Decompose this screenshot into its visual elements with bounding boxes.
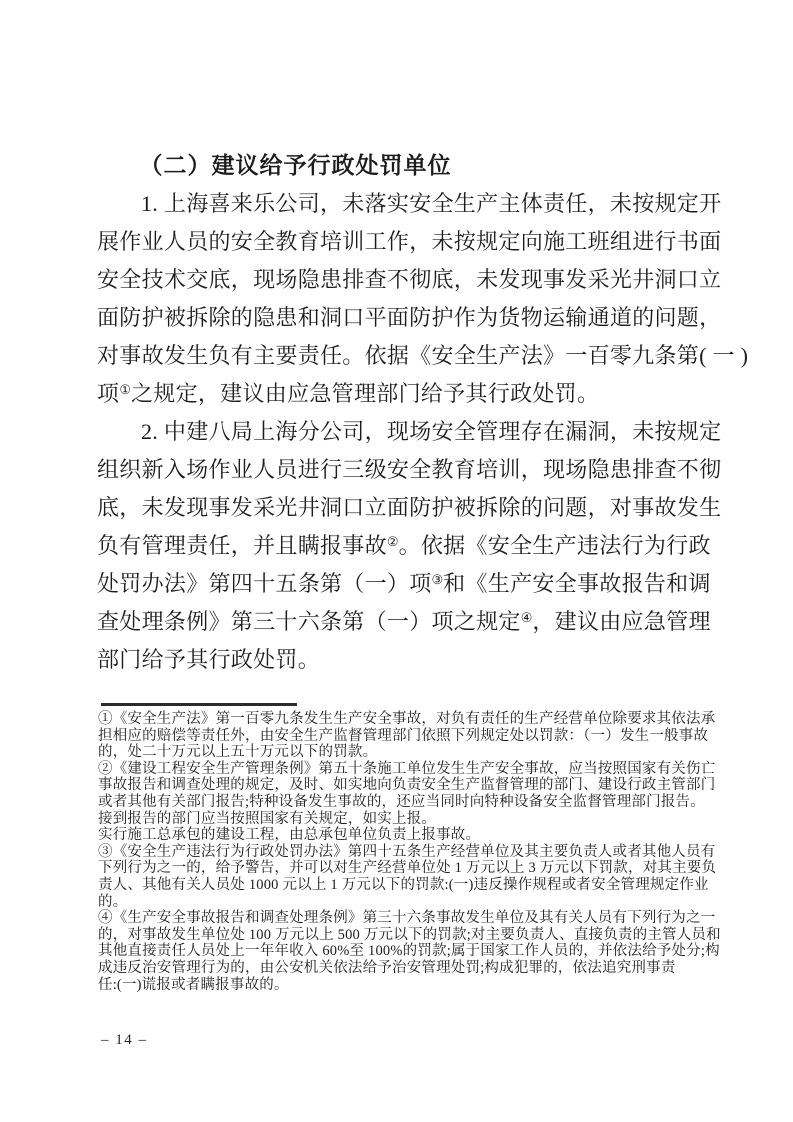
footnote-3: ③《安全生产违法行为行政处罚办法》第四十五条生产经营单位及其主要负责人或者其他人员有 下列行为之一的，给予警告，并可以对生产经营单位处 1 万元以上 3 万元以下罚款，对其主要负 责人、其他有关人员处 1000 元以上 1 万元以下的罚款:(一)违反操作规程或者安全管理规定作业 的。 <box>98 843 717 910</box>
footnote-2: ②《建设工程安全生产管理条例》第五十条施工单位发生生产安全事故，应当按照国家有关伤亡 事故报告和调查处理的规定，及时、如实地向负责安全生产监督管理的部门、建设行政主管部门 或者其他有关部门报告;特种设备发生事故的，还应当同时向特种设备安全监督管理部门报告。 接到报告的部门应当按照国家有关规定，如实上报。 实行施工总承包的建设工程，由总承包单位负责上报事故。 <box>98 760 716 844</box>
footnote-separator-rule <box>101 703 297 706</box>
paragraph-2: 2. 中建八局上海分公司，现场安全管理存在漏洞，未按规定 组织新入场作业人员进行三级安全教育培训，现场隐患排查不彻 底，未发现事发采光井洞口立面防护被拆除的问题，对事故发生 负有管理责任，并且瞒报事故②。依据《安全生产违法行为行政 处罚办法》第四十五条第（一）项③和《生产安全事故报告和调 查处理条例》第三十六条第（一）项之规定④，建议由应急管理 部门给予其行政处罚。 <box>97 419 722 672</box>
footnotes-section <box>98 711 743 993</box>
footnote-4: ④《生产安全事故报告和调查处理条例》第三十六条事故发生单位及其有关人员有下列行为之一 的，对事故发生单位处 100 万元以上 500 万元以下的罚款;对主要负责人、直接负责的主管人员和 其他直接责任人员处上一年年收入 60%至 100%的罚款;属于国家工作人员的，并依法给予处分;构 成违反治安管理行为的，由公安机关依法给予治安管理处罚;构成犯罪的，依法追究刑事责 任:(一)谎报或者瞒报事故的。 <box>98 910 721 993</box>
page-number: – 14 – <box>101 1032 148 1048</box>
paragraph-1: 1. 上海喜来乐公司，未落实安全生产主体责任，未按规定开 展作业人员的安全教育培训工作，未按规定向施工班组进行书面 安全技术交底，现场隐患排查不彻底，未发现事发采光井洞口立 面防护被拆除的隐患和洞口平面防护作为货物运输通道的问题， 对事故发生负有主要责任。依据《安全生产法》一百零九条第( 一 ) 项①之规定，建议由应急管理部门给予其行政处罚。 <box>97 191 749 406</box>
footnote-1: ①《安全生产法》第一百零九条发生生产安全事故，对负有责任的生产经营单位除要求其依法承 担相应的赔偿等责任外，由安全生产监督管理部门依照下列规定处以罚款：（一）发生一般事故 的，处二十万元以上五十万元以下的罚款。 <box>98 711 716 761</box>
section-heading: （二）建议给予行政处罚单位 <box>139 153 452 178</box>
document-body <box>97 147 749 679</box>
